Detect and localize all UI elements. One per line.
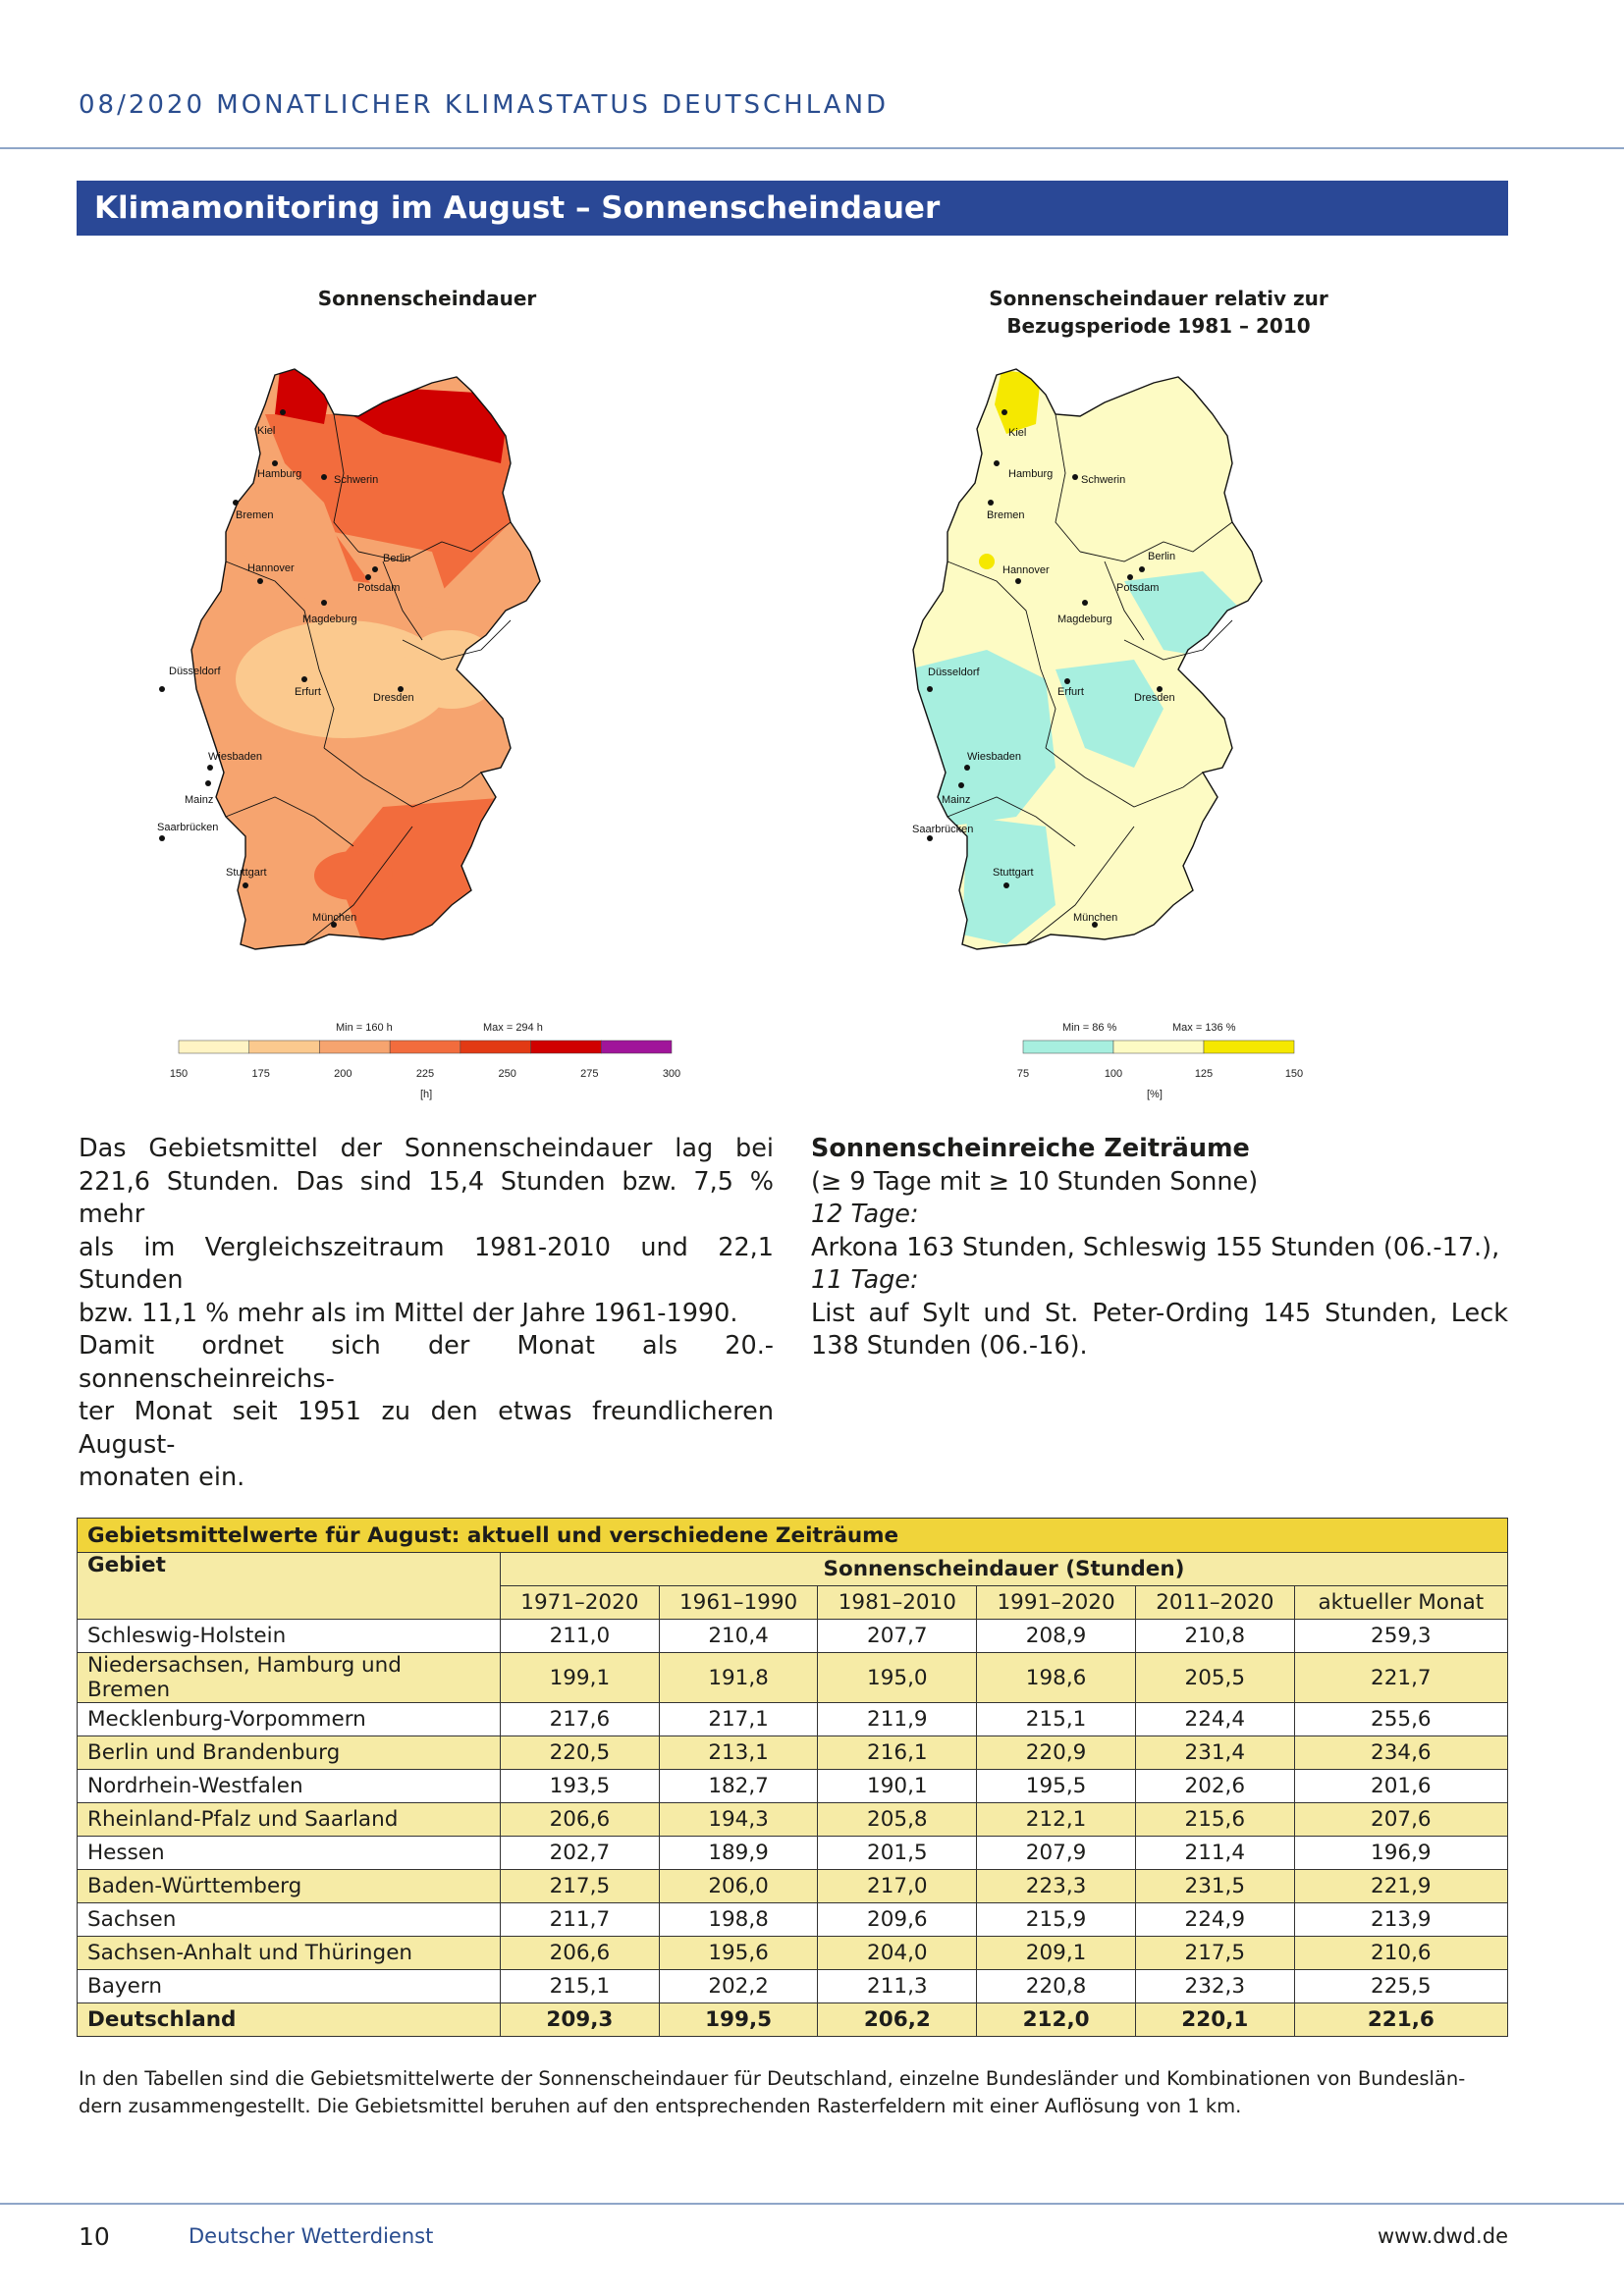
table-value-cell: 215,1 [977, 1703, 1136, 1736]
table-value-cell: 206,2 [818, 2003, 977, 2037]
legend-tick-label: 275 [580, 1068, 599, 1080]
table-value-cell: 206,6 [501, 1937, 660, 1970]
city-dot [927, 686, 933, 692]
city-dot [233, 500, 239, 506]
sunshine-relative-legend [1011, 1017, 1335, 1105]
sunny-periods-criteria: (≥ 9 Tage mit ≥ 10 Stunden Sonne) [811, 1166, 1259, 1197]
table-value-cell: 194,3 [659, 1803, 818, 1837]
table-value-cell: 207,7 [818, 1620, 977, 1653]
city-label: Schwerin [1081, 474, 1126, 486]
table-value-cell: 199,1 [501, 1653, 660, 1703]
table-period-header: 1971–2020 [501, 1586, 660, 1620]
city-label: Hannover [1002, 564, 1050, 576]
city-dot [927, 835, 933, 841]
summary-line: Das Gebietsmittel der Sonnenscheindauer lag bei [79, 1134, 774, 1163]
table-value-cell: 259,3 [1294, 1620, 1507, 1653]
table-value-cell: 191,8 [659, 1653, 818, 1703]
city-dot [1003, 882, 1009, 888]
table-period-header: 1961–1990 [659, 1586, 818, 1620]
footer-organization: Deutscher Wetterdienst [189, 2224, 434, 2248]
table-value-cell: 210,8 [1135, 1620, 1294, 1653]
table-value-cell: 209,1 [977, 1937, 1136, 1970]
table-value-cell: 224,4 [1135, 1703, 1294, 1736]
table-region-cell: Bayern [78, 1970, 501, 2003]
table-row [78, 1736, 1508, 1770]
table-value-cell: 232,3 [1135, 1970, 1294, 2003]
city-label: Düsseldorf [169, 666, 221, 677]
city-dot [280, 409, 286, 415]
table-value-cell: 199,5 [659, 2003, 818, 2037]
city-label: Bremen [236, 509, 274, 521]
legend-tick-label: 250 [498, 1068, 516, 1080]
legend-swatch [179, 1041, 249, 1053]
table-value-cell: 225,5 [1294, 1970, 1507, 2003]
table-value-cell: 223,3 [977, 1870, 1136, 1903]
table-value-cell: 211,3 [818, 1970, 977, 2003]
city-dot [1015, 578, 1021, 584]
legend-swatch [1113, 1041, 1204, 1053]
table-value-cell: 209,3 [501, 2003, 660, 2037]
table-value-cell: 202,2 [659, 1970, 818, 2003]
table-value-cell: 211,0 [501, 1620, 660, 1653]
table-value-cell: 231,4 [1135, 1736, 1294, 1770]
city-dot [272, 460, 278, 466]
table-region-cell: Mecklenburg-Vorpommern [78, 1703, 501, 1736]
city-label: Wiesbaden [208, 751, 263, 763]
city-dot [1127, 574, 1133, 580]
city-label: Hamburg [1008, 468, 1054, 480]
legend-swatch [460, 1041, 531, 1053]
city-label: Erfurt [295, 686, 321, 698]
table-value-cell: 221,7 [1294, 1653, 1507, 1703]
table-value-cell: 210,4 [659, 1620, 818, 1653]
city-label: Saarbrücken [157, 822, 219, 833]
city-dot [321, 600, 327, 606]
footer-url[interactable]: www.dwd.de [1377, 2224, 1508, 2248]
table-region-cell: Deutschland [78, 2003, 501, 2037]
city-label: Kiel [257, 425, 276, 437]
city-label: Kiel [1008, 427, 1027, 439]
table-caption: Gebietsmittelwerte für August: aktuell und verschiedene Zeiträume [78, 1519, 1508, 1553]
table-value-cell: 211,7 [501, 1903, 660, 1937]
legend-tick-label: 150 [169, 1068, 189, 1080]
table-value-cell: 207,6 [1294, 1803, 1507, 1837]
sunshine-hours-legend [167, 1017, 697, 1105]
table-value-cell: 255,6 [1294, 1703, 1507, 1736]
city-label: Potsdam [1116, 582, 1160, 594]
sunny-periods-label-11: 11 Tage: [811, 1265, 919, 1295]
sunny-periods-heading: Sonnenscheinreiche Zeiträume [811, 1134, 1250, 1163]
legend-swatch [390, 1041, 460, 1053]
sunshine-relative-map [908, 355, 1380, 1013]
city-label: Saarbrücken [912, 824, 974, 835]
legend-swatch [601, 1041, 672, 1053]
footer-divider [0, 2203, 1624, 2205]
table-period-header: 1991–2020 [977, 1586, 1136, 1620]
sunny-periods-block [811, 1133, 1508, 1363]
table-value-cell: 220,8 [977, 1970, 1136, 2003]
table-period-header: 1981–2010 [818, 1586, 977, 1620]
table-region-header: Gebiet [78, 1553, 501, 1620]
table-region-cell: Berlin und Brandenburg [78, 1736, 501, 1770]
city-label: Berlin [1148, 551, 1176, 562]
table-value-cell: 195,0 [818, 1653, 977, 1703]
city-label: Wiesbaden [967, 751, 1022, 763]
table-value-cell: 224,9 [1135, 1903, 1294, 1937]
city-dot [301, 676, 307, 682]
city-dot [257, 578, 263, 584]
legend-tick-label: 200 [334, 1068, 352, 1080]
footnote-line: dern zusammengestellt. Die Gebietsmittel beruhen auf den entsprechenden Rasterfeldern mit einer Auflösung von 1 km. [79, 2095, 1242, 2117]
legend-unit: [%] [1147, 1089, 1163, 1100]
legend-unit: [h] [420, 1089, 433, 1100]
table-value-cell: 217,6 [501, 1703, 660, 1736]
city-label: Magdeburg [302, 614, 357, 625]
sunny-periods-label-12: 12 Tage: [811, 1200, 919, 1229]
city-label: Mainz [185, 794, 214, 806]
legend-swatch [1204, 1041, 1294, 1053]
city-label: Bremen [987, 509, 1025, 521]
table-value-cell: 195,5 [977, 1770, 1136, 1803]
legend-max-label: Max = 136 % [1172, 1022, 1236, 1034]
city-dot [321, 474, 327, 480]
city-dot [159, 835, 165, 841]
page-number: 10 [79, 2222, 110, 2251]
map-right-title [943, 285, 1375, 340]
table-value-cell: 204,0 [818, 1937, 977, 1970]
table-value-cell: 220,1 [1135, 2003, 1294, 2037]
city-label: München [312, 912, 357, 924]
table-value-cell: 205,8 [818, 1803, 977, 1837]
legend-tick-label: 175 [251, 1068, 270, 1080]
table-value-cell: 201,5 [818, 1837, 977, 1870]
table-value-cell: 209,6 [818, 1903, 977, 1937]
city-label: Magdeburg [1057, 614, 1112, 625]
table-row [78, 1653, 1508, 1703]
table-period-header: 2011–2020 [1135, 1586, 1294, 1620]
table-value-cell: 234,6 [1294, 1736, 1507, 1770]
legend-swatch [1023, 1041, 1113, 1053]
city-dot [1064, 678, 1070, 684]
footnote-line: In den Tabellen sind die Gebietsmittelwerte der Sonnenscheindauer für Deutschland, einzelne Bundesländer und Kombinationen von Bundeslän- [79, 2067, 1466, 2090]
table-value-cell: 210,6 [1294, 1937, 1507, 1970]
table-region-cell: Sachsen [78, 1903, 501, 1937]
table-value-cell: 211,4 [1135, 1837, 1294, 1870]
table-value-cell: 217,5 [501, 1870, 660, 1903]
city-dot [243, 882, 248, 888]
summary-line: Damit ordnet sich der Monat als 20.-sonnenscheinreichs- [79, 1331, 774, 1394]
table-value-cell: 217,5 [1135, 1937, 1294, 1970]
table-value-cell: 215,1 [501, 1970, 660, 2003]
city-label: Dresden [373, 692, 414, 704]
city-label: München [1073, 912, 1118, 924]
table-value-cell: 205,5 [1135, 1653, 1294, 1703]
city-dot [994, 460, 1000, 466]
table-row [78, 1770, 1508, 1803]
summary-line: monaten ein. [79, 1463, 245, 1492]
table-value-cell: 213,1 [659, 1736, 818, 1770]
table-row [78, 1903, 1508, 1937]
table-value-cell: 208,9 [977, 1620, 1136, 1653]
city-dot [964, 765, 970, 771]
city-label: Stuttgart [993, 867, 1034, 879]
map-right-title-line2: Bezugsperiode 1981 – 2010 [1006, 314, 1311, 338]
table-region-cell: Rheinland-Pfalz und Saarland [78, 1803, 501, 1837]
table-value-cell: 206,0 [659, 1870, 818, 1903]
legend-tick-label: 100 [1104, 1068, 1123, 1080]
table-group-header: Sonnenscheindauer (Stunden) [501, 1553, 1508, 1586]
legend-tick-label: 300 [662, 1068, 681, 1080]
table-value-cell: 216,1 [818, 1736, 977, 1770]
table-value-cell: 202,7 [501, 1837, 660, 1870]
legend-tick-label: 125 [1194, 1068, 1214, 1080]
table-region-cell: Baden-Württemberg [78, 1870, 501, 1903]
table-value-cell: 213,9 [1294, 1903, 1507, 1937]
sunny-periods-text-11b: 138 Stunden (06.-16). [811, 1331, 1088, 1361]
table-value-cell: 212,0 [977, 2003, 1136, 2037]
legend-min-label: Min = 160 h [336, 1022, 393, 1034]
table-region-cell: Sachsen-Anhalt und Thüringen [78, 1937, 501, 1970]
summary-line: 221,6 Stunden. Das sind 15,4 Stunden bzw. 7,5 % mehr [79, 1166, 774, 1229]
table-value-cell: 195,6 [659, 1937, 818, 1970]
table-row [78, 1937, 1508, 1970]
table-value-cell: 212,1 [977, 1803, 1136, 1837]
section-title: Klimamonitoring im August – Sonnenscheindauer [94, 190, 941, 226]
table-value-cell: 215,6 [1135, 1803, 1294, 1837]
table-row [78, 1803, 1508, 1837]
legend-max-label: Max = 294 h [483, 1022, 543, 1034]
table-period-header: aktueller Monat [1294, 1586, 1507, 1620]
area-means-table [77, 1518, 1508, 2037]
table-value-cell: 220,9 [977, 1736, 1136, 1770]
city-dot [365, 574, 371, 580]
legend-min-label: Min = 86 % [1062, 1022, 1117, 1034]
table-region-cell: Schleswig-Holstein [78, 1620, 501, 1653]
legend-swatch [249, 1041, 320, 1053]
city-label: Mainz [942, 794, 971, 806]
city-label: Erfurt [1057, 686, 1084, 698]
header-divider [0, 147, 1624, 149]
city-dot [205, 780, 211, 786]
table-value-cell: 193,5 [501, 1770, 660, 1803]
table-row [78, 2003, 1508, 2037]
table-value-cell: 206,6 [501, 1803, 660, 1837]
section-title-bar [77, 181, 1508, 236]
table-row [78, 1703, 1508, 1736]
table-value-cell: 190,1 [818, 1770, 977, 1803]
page-header-title: 08/2020 MONATLICHER KLIMASTATUS DEUTSCHLAND [79, 90, 890, 120]
map-right-title-line1: Sonnenscheindauer relativ zur [989, 287, 1328, 310]
city-label: Dresden [1134, 692, 1175, 704]
city-dot [988, 500, 994, 506]
legend-tick-label: 225 [415, 1068, 435, 1080]
city-dot [207, 765, 213, 771]
city-dot [958, 782, 964, 788]
legend-swatch [319, 1041, 390, 1053]
table-value-cell: 198,8 [659, 1903, 818, 1937]
table-row [78, 1970, 1508, 2003]
table-value-cell: 217,1 [659, 1703, 818, 1736]
table-value-cell: 221,9 [1294, 1870, 1507, 1903]
sunny-periods-text-11a: List auf Sylt und St. Peter-Ording 145 Stunden, Leck [811, 1298, 1508, 1328]
sunshine-hours-map [157, 355, 658, 1013]
table-value-cell: 231,5 [1135, 1870, 1294, 1903]
table-region-cell: Nordrhein-Westfalen [78, 1770, 501, 1803]
city-dot [159, 686, 165, 692]
table-value-cell: 202,6 [1135, 1770, 1294, 1803]
city-label: Hannover [247, 562, 295, 574]
city-dot [1139, 566, 1145, 572]
city-label: Hamburg [257, 468, 302, 480]
table-value-cell: 217,0 [818, 1870, 977, 1903]
table-row [78, 1837, 1508, 1870]
table-row [78, 1870, 1508, 1903]
legend-tick-label: 75 [1016, 1068, 1030, 1080]
city-label: Berlin [383, 553, 411, 564]
table-value-cell: 220,5 [501, 1736, 660, 1770]
city-dot [1082, 600, 1088, 606]
city-label: Düsseldorf [928, 667, 980, 678]
table-footnote [79, 2065, 1508, 2120]
table-value-cell: 211,9 [818, 1703, 977, 1736]
table-region-cell: Hessen [78, 1837, 501, 1870]
summary-paragraph [79, 1133, 774, 1495]
summary-line: ter Monat seit 1951 zu den etwas freundlicheren August- [79, 1397, 774, 1460]
table-value-cell: 201,6 [1294, 1770, 1507, 1803]
table-value-cell: 221,6 [1294, 2003, 1507, 2037]
city-dot [1072, 474, 1078, 480]
table-value-cell: 198,6 [977, 1653, 1136, 1703]
summary-line: als im Vergleichszeitraum 1981-2010 und 22,1 Stunden [79, 1232, 774, 1295]
map-left-title: Sonnenscheindauer [317, 287, 537, 310]
table-value-cell: 182,7 [659, 1770, 818, 1803]
city-label: Schwerin [334, 474, 379, 486]
table-value-cell: 215,9 [977, 1903, 1136, 1937]
table-region-cell: Niedersachsen, Hamburg und Bremen [78, 1653, 501, 1703]
table-value-cell: 189,9 [659, 1837, 818, 1870]
table-value-cell: 207,9 [977, 1837, 1136, 1870]
legend-tick-label: 150 [1284, 1068, 1304, 1080]
city-dot [1001, 409, 1007, 415]
table-row [78, 1620, 1508, 1653]
sunny-periods-text-12: Arkona 163 Stunden, Schleswig 155 Stunden (06.-17.), [811, 1232, 1500, 1262]
city-dot [372, 566, 378, 572]
legend-swatch [531, 1041, 602, 1053]
city-label: Potsdam [357, 582, 401, 594]
city-label: Stuttgart [226, 867, 267, 879]
summary-line: bzw. 11,1 % mehr als im Mittel der Jahre 1961-1990. [79, 1298, 738, 1328]
table-value-cell: 196,9 [1294, 1837, 1507, 1870]
